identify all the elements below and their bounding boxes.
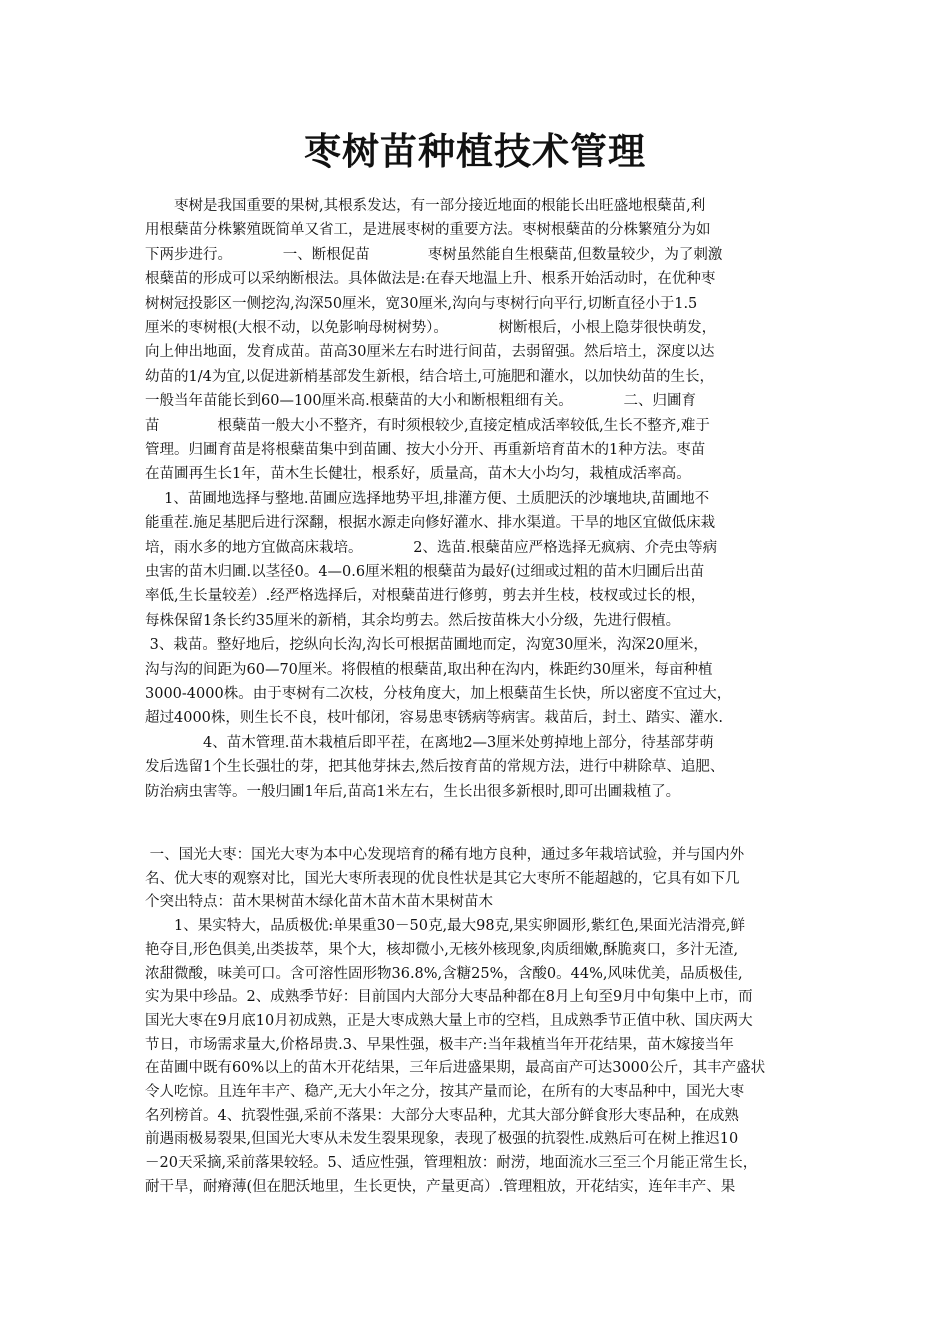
body-line: 下两步进行。 一、断根促苗 枣树虽然能自生根蘖苗,但数量较少，为了刺激 — [145, 246, 723, 263]
body-line: 前遇雨极易裂果,但国光大枣从未发生裂果现象，表现了极强的抗裂性.成熟后可在树上推迟10 — [145, 1131, 739, 1148]
body-line: 树树冠投影区一侧挖沟,沟深50厘米，宽30厘米,沟向与枣树行向平行,切断直径小于1.5 — [145, 295, 698, 312]
body-line: 向上伸出地面，发育成苗。苗高30厘米左右时进行间苗，去弱留强。然后培土，深度以达 — [145, 344, 715, 361]
body-line: 艳夺目,形色俱美,出类拔萃，果个大，核却微小,无核外核现象,肉质细嫩,酥脆爽口，多汁无渣, — [145, 941, 739, 958]
body-line: 名、优大枣的观察对比，国光大枣所表现的优良性状是其它大枣所不能超越的，它具有如下几 — [145, 870, 740, 887]
body-line: 苗 根蘖苗一般大小不整齐，有时须根较少,直接定植成活率较低,生长不整齐,难于 — [145, 417, 710, 434]
body-line: 一般当年苗能长到60—100厘米高.根蘖苗的大小和断根粗细有关。 二、归圃育 — [145, 393, 696, 410]
body-line: 防治病虫害等。一般归圃1年后,苗高1米左右，生长出很多新根时,即可出圃栽植了。 — [145, 783, 681, 800]
body-line: 名列榜首。4、抗裂性强,采前不落果：大部分大枣品种，尤其大部分鲜食形大枣品种，在成熟 — [145, 1107, 739, 1124]
body-line: 3000-4000株。由于枣树有二次枝，分枝角度大，加上根蘖苗生长快，所以密度不宜过大， — [145, 686, 732, 702]
body-line: 令人吃惊。且连年丰产、稳产,无大小年之分，按其产量而论，在所有的大枣品种中，国光大枣 — [145, 1084, 745, 1100]
body-line: 4、苗木管理.苗木栽植后即平茬，在离地2—3厘米处剪掉地上部分，待基部芽萌 — [145, 734, 714, 751]
body-line: 幼苗的1/4为宜,以促进新梢基部发生新根，结合培土,可施肥和灌水，以加快幼苗的生长， — [145, 368, 715, 385]
body-line: 一、国光大枣：国光大枣为本中心发现培育的稀有地方良种，通过多年栽培试验，并与国内外 — [145, 847, 745, 863]
body-line: 管理。归圃育苗是将根蘖苗集中到苗圃、按大小分开、再重新培育苗木的1种方法。枣苗 — [145, 442, 706, 458]
body-line: 培，雨水多的地方宜做高床栽培。 2、选苗.根蘖苗应严格选择无疯病、介壳虫等病 — [145, 539, 718, 556]
body-line: 实为果中珍品。2、成熟季节好：目前国内大部分大枣品种都在8月上旬至9月中旬集中上市，而 — [145, 989, 753, 1006]
body-line: 1、果实特大，品质极优:单果重30－50克,最大98克,果实卵圆形,紫红色,果面光洁滑亮,鲜 — [145, 918, 746, 935]
body-line: 耐干旱，耐瘠薄(但在肥沃地里，生长更快，产量更高）.管理粗放，开花结实，连年丰产、果 — [145, 1178, 736, 1195]
body-line: 国光大枣在9月底10月初成熟，正是大枣成熟大量上市的空档，且成熟季节正值中秋、国庆两大 — [145, 1012, 753, 1029]
body-line: －20天采摘,采前落果较轻。5、适应性强，管理粗放：耐涝，地面流水三至三个月能正常生长， — [145, 1155, 758, 1172]
body-line: 浓甜微酸，味美可口。含可溶性固形物36.8%,含糖25%，含酸0。44%,风味优美，品质极佳, — [145, 965, 743, 982]
body-line: 在苗圃中既有60%以上的苗木开花结果，三年后进盛果期，最高亩产可达3000公斤，其丰产盛状 — [145, 1060, 766, 1077]
body-line: 枣树是我国重要的果树,其根系发达，有一部分接近地面的根能长出旺盛地根蘖苗,利 — [145, 198, 706, 214]
body-line: 用根蘖苗分株繁殖既简单又省工，是进展枣树的重要方法。枣树根蘖苗的分株繁殖分为如 — [145, 222, 711, 239]
body-line: 1、苗圃地选择与整地.苗圃应选择地势平坦,排灌方便、土质肥沃的沙壤地块,苗圃地不 — [145, 490, 710, 507]
body-line: 根蘖苗的形成可以采纳断根法。具体做法是:在春天地温上升、根系开始活动时，在优种枣 — [145, 271, 716, 288]
body-line: 虫害的苗木归圃.以茎径0。4—0.6厘米粗的根蘖苗为最好(过细或过粗的苗木归圃后出苗 — [145, 564, 705, 580]
body-line: 沟与沟的间距为60—70厘米。将假植的根蘖苗,取出种在沟内，株距约30厘米，每亩种植 — [145, 661, 713, 678]
document-title: 枣树苗种植技术管理 — [304, 130, 646, 173]
body-line: 厘米的枣树根(大根不动，以免影响母树树势）。 树断根后，小根上隐芽很快萌发， — [145, 320, 717, 336]
body-line: 3、栽苗。整好地后，挖纵向长沟,沟长可根据苗圃地而定，沟宽30厘米，沟深20厘米， — [145, 637, 708, 654]
body-line: 发后选留1个生长强壮的芽，把其他芽抹去,然后按育苗的常规方法，进行中耕除草、追肥、 — [145, 759, 725, 776]
body-line: 能重茬.施足基肥后进行深翻，根据水源走向修好灌水、排水渠道。干旱的地区宜做低床栽 — [145, 515, 716, 532]
body-line: 率低,生长量较差）.经严格选择后，对根蘖苗进行修剪，剪去并生枝，枝杈或过长的根， — [145, 588, 706, 605]
body-line: 节日，市场需求量大,价格昂贵.3、早果性强，极丰产:当年栽植当年开花结果，苗木嫁接当年 — [145, 1036, 734, 1053]
body-line: 每株保留1条长约35厘米的新梢，其余均剪去。然后按苗株大小分级，先进行假植。 — [145, 612, 681, 629]
body-line: 个突出特点：苗木果树苗木绿化苗木苗木苗木果树苗木 — [145, 894, 493, 911]
body-line: 超过4000株，则生长不良，枝叶郁闭，容易患枣锈病等病害。栽苗后，封土、踏实、灌水. — [145, 710, 724, 727]
body-line: 在苗圃再生长1年，苗木生长健壮，根系好，质量高，苗木大小均匀，栽植成活率高。 — [145, 466, 691, 483]
